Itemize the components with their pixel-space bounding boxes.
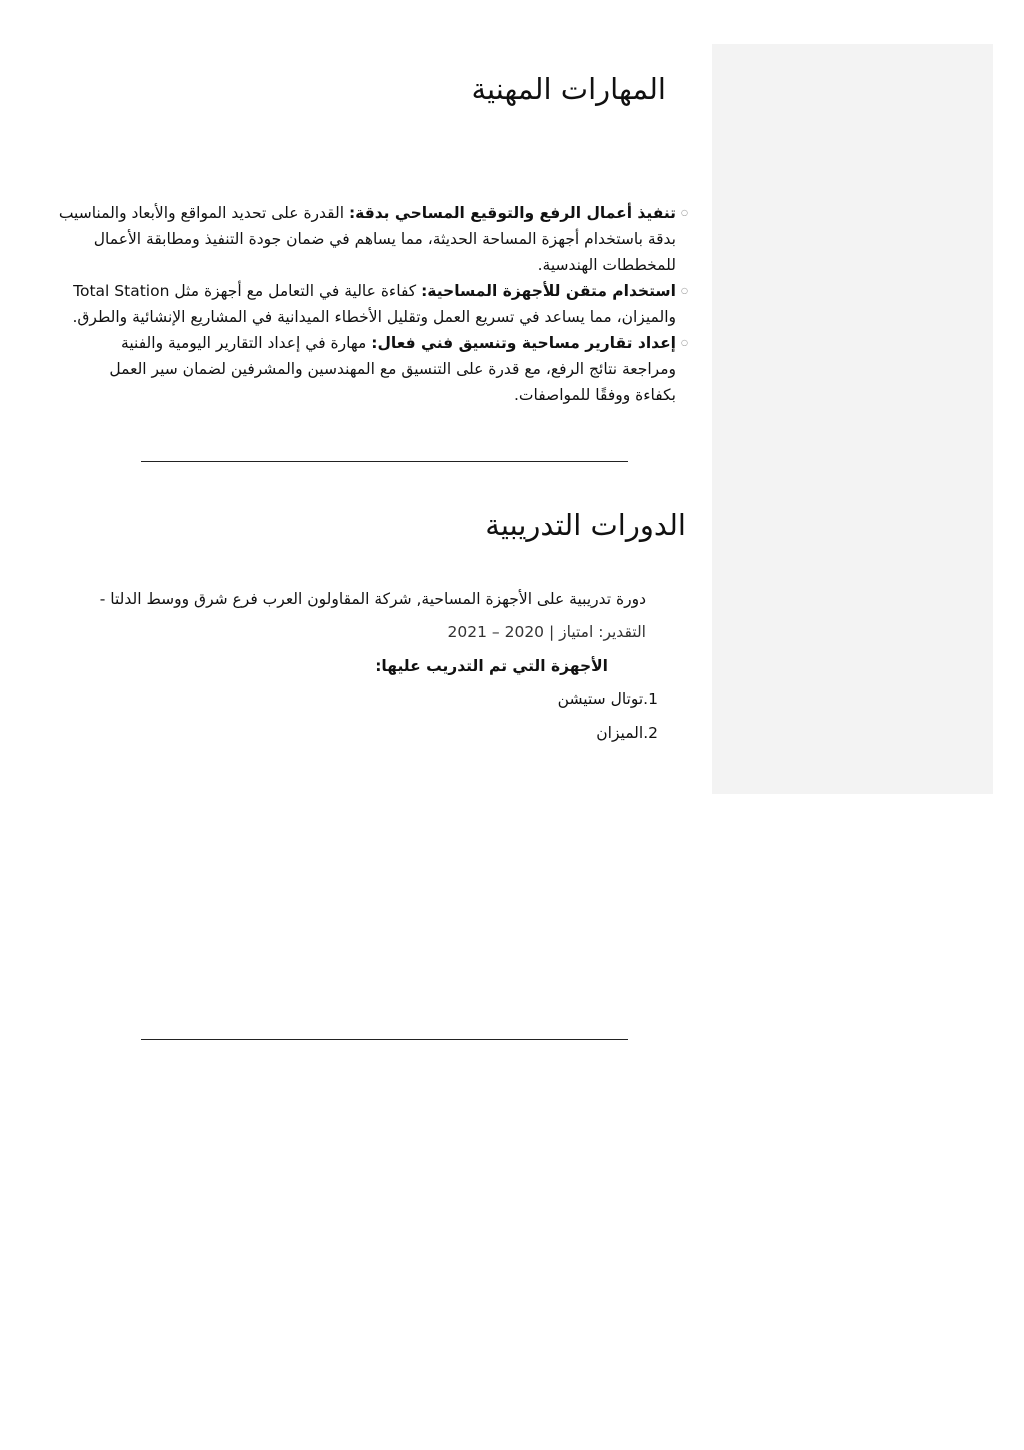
divider xyxy=(141,1039,628,1040)
device-item: 2.الميزان xyxy=(596,724,658,742)
skill-text: كفاءة عالية في التعامل مع أجهزة مثل Total Station والميزان، مما يساعد في تسريع العمل وتقليل الأخطاء الميدانية في المشاريع الإنشائية والطرق. xyxy=(72,282,676,326)
sidebar-panel xyxy=(712,44,993,794)
skill-text: مهارة في إعداد التقارير اليومية والفنية ومراجعة نتائج الرفع، مع قدرة على التنسيق مع المهندسين والمشرفين لضمان سير العمل بكفاءة ووفقًا للمواصفات. xyxy=(109,334,676,404)
device-item: 1.توتال ستيشن xyxy=(557,690,658,708)
skill-item xyxy=(52,330,676,408)
skills-heading: المهارات المهنية xyxy=(471,72,666,106)
skills-list xyxy=(52,200,676,408)
skill-text: القدرة على تحديد المواقع والأبعاد والمناسيب بدقة باستخدام أجهزة المساحة الحديثة، مما يساهم في ضمان جودة التنفيذ ومطابقة الأعمال للمخططات الهندسية. xyxy=(58,204,676,274)
divider xyxy=(141,461,628,462)
courses-heading: الدورات التدريبية xyxy=(485,508,686,542)
skill-item xyxy=(52,278,676,330)
devices-heading: الأجهزة التي تم التدريب عليها: xyxy=(375,657,608,675)
skill-item xyxy=(52,200,676,278)
skill-title: تنفيذ أعمال الرفع والتوقيع المساحي بدقة: xyxy=(348,204,676,222)
course-title: دورة تدريبية على الأجهزة المساحية, شركة المقاولون العرب فرع شرق ووسط الدلتا - xyxy=(99,590,646,608)
skill-title: إعداد تقارير مساحية وتنسيق فني فعال: xyxy=(371,334,676,352)
skill-title: استخدام متقن للأجهزة المساحية: xyxy=(421,282,676,300)
course-grade: التقدير: امتياز | 2020 – 2021 xyxy=(447,623,646,641)
